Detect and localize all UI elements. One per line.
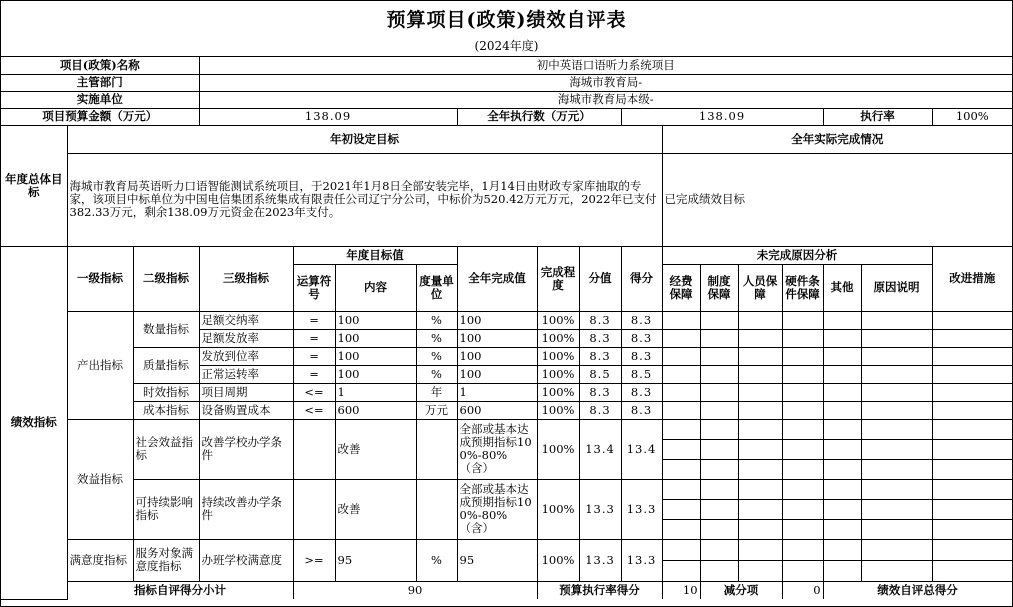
empty-cell xyxy=(662,311,700,329)
empty-cell xyxy=(932,419,1012,439)
empty-cell xyxy=(861,439,932,459)
empty-cell xyxy=(662,519,700,539)
group-output: 产出指标 xyxy=(67,311,133,419)
indicator-unit: % xyxy=(416,329,457,347)
empty-cell xyxy=(932,499,1012,519)
empty-cell xyxy=(700,459,738,479)
empty-cell xyxy=(738,347,782,365)
indicator-name: 足额交纳率 xyxy=(199,311,293,329)
indicator-weight: 13.3 xyxy=(579,539,621,581)
empty-cell xyxy=(823,519,861,539)
initial-goal-text: 海城市教育局英语听力口语智能测试系统项目，于2021年1月8日全部安装完毕，1月14日由财政专家库抽取的专家，该项目中标单位为中国电信集团系统集成有限责任公司辽宁分公司，中标价为520.42万元万元，2022年已支付382.33万元，剩余138.09万元资金在2023年支付。 xyxy=(67,153,662,246)
empty-cell xyxy=(823,499,861,519)
indicator-unit: % xyxy=(416,539,457,581)
row-dept xyxy=(1,74,1012,91)
empty-cell xyxy=(932,560,1012,581)
empty-cell xyxy=(662,365,700,383)
dept-value: 海城市教育局- xyxy=(199,74,1012,91)
unit-header: 度量单位 xyxy=(416,264,457,311)
empty-cell xyxy=(861,479,932,499)
empty-cell xyxy=(861,311,932,329)
row-budget xyxy=(1,108,1012,125)
empty-cell xyxy=(738,383,782,401)
table-row xyxy=(1,347,1012,365)
indicator-actual: 全部或基本达成预期指标100%-80%（含） xyxy=(457,419,537,479)
empty-cell xyxy=(738,560,782,581)
empty-cell xyxy=(932,439,1012,459)
indicator-degree: 100% xyxy=(537,479,579,539)
subgroup-quantity: 数量指标 xyxy=(133,311,199,347)
evaluation-table xyxy=(1,57,1012,600)
actual-completion-text: 已完成绩效目标 xyxy=(662,153,1012,246)
empty-cell xyxy=(782,519,823,539)
empty-cell xyxy=(861,329,932,347)
empty-cell xyxy=(932,311,1012,329)
indicator-degree: 100% xyxy=(537,329,579,347)
empty-cell xyxy=(662,329,700,347)
empty-cell xyxy=(782,459,823,479)
empty-cell xyxy=(738,479,782,499)
indicator-degree: 100% xyxy=(537,365,579,383)
empty-cell xyxy=(700,401,738,419)
empty-cell xyxy=(823,560,861,581)
empty-cell xyxy=(823,459,861,479)
empty-cell xyxy=(823,347,861,365)
empty-cell xyxy=(738,499,782,519)
indicator-score: 8.3 xyxy=(621,347,662,365)
empty-cell xyxy=(700,365,738,383)
indicator-unit: 万元 xyxy=(416,401,457,419)
empty-cell xyxy=(700,439,738,459)
indicator-content: 100 xyxy=(335,311,416,329)
rate-label: 执行率 xyxy=(823,108,932,125)
project-name-value: 初中英语口语听力系统项目 xyxy=(199,57,1012,74)
indicator-name: 持续改善办学条件 xyxy=(199,479,293,539)
total-score-label: 绩效自评总得分 xyxy=(823,581,1012,599)
op-header: 运算符号 xyxy=(293,264,335,311)
indicator-content: 100 xyxy=(335,365,416,383)
exec-score-value: 10 xyxy=(662,581,700,599)
form-year: (2024年度) xyxy=(474,39,539,53)
empty-cell xyxy=(782,329,823,347)
row-unit xyxy=(1,91,1012,108)
empty-cell xyxy=(823,401,861,419)
actual-completion-label: 全年实际完成情况 xyxy=(662,125,1012,153)
reason-group-header: 未完成原因分析 xyxy=(662,246,932,264)
degree-header: 完成程度 xyxy=(537,246,579,311)
reason-hardware-header: 硬件条件保障 xyxy=(782,264,823,311)
row-annual-header xyxy=(1,125,1012,153)
indicator-score: 13.3 xyxy=(621,539,662,581)
indicator-degree: 100% xyxy=(537,539,579,581)
empty-cell xyxy=(932,365,1012,383)
indicator-name: 设备购置成本 xyxy=(199,401,293,419)
empty-cell xyxy=(782,499,823,519)
indicator-name: 项目周期 xyxy=(199,383,293,401)
empty-cell xyxy=(823,329,861,347)
empty-cell xyxy=(782,401,823,419)
indicator-op: = xyxy=(293,347,335,365)
table-row xyxy=(1,401,1012,419)
indicator-unit: 年 xyxy=(416,383,457,401)
indicator-content: 600 xyxy=(335,401,416,419)
empty-cell xyxy=(782,439,823,459)
empty-cell xyxy=(932,459,1012,479)
empty-cell xyxy=(700,519,738,539)
empty-cell xyxy=(738,519,782,539)
indicator-content: 1 xyxy=(335,383,416,401)
indicator-weight: 8.3 xyxy=(579,401,621,419)
indicator-content: 改善 xyxy=(335,419,416,479)
indicator-score: 8.3 xyxy=(621,383,662,401)
group-satisfaction: 满意度指标 xyxy=(67,539,133,581)
empty-cell xyxy=(932,383,1012,401)
empty-cell xyxy=(932,401,1012,419)
empty-cell xyxy=(662,347,700,365)
empty-cell xyxy=(782,383,823,401)
level3-header: 三级指标 xyxy=(199,246,293,311)
budget-label: 项目预算金额（万元） xyxy=(1,108,199,125)
subgroup-service: 服务对象满意度指标 xyxy=(133,539,199,581)
indicator-degree: 100% xyxy=(537,383,579,401)
empty-cell xyxy=(861,539,932,560)
empty-cell xyxy=(823,383,861,401)
empty-cell xyxy=(932,347,1012,365)
indicator-name: 足额发放率 xyxy=(199,329,293,347)
indicator-score: 13.3 xyxy=(621,479,662,539)
indicator-content: 100 xyxy=(335,329,416,347)
weight-header: 分值 xyxy=(579,246,621,311)
row-footer xyxy=(1,581,1012,599)
empty-cell xyxy=(662,479,700,499)
deduct-value: 0 xyxy=(782,581,823,599)
reason-staff-header: 人员保障 xyxy=(738,264,782,311)
project-name-label: 项目(政策)名称 xyxy=(1,57,199,74)
indicator-actual: 100 xyxy=(457,347,537,365)
empty-cell xyxy=(861,365,932,383)
empty-cell xyxy=(823,365,861,383)
empty-cell xyxy=(738,539,782,560)
rate-value: 100% xyxy=(932,108,1012,125)
improve-header: 改进措施 xyxy=(932,246,1012,311)
indicator-score: 8.3 xyxy=(621,329,662,347)
subgroup-social: 社会效益指标 xyxy=(133,419,199,479)
actual-value-header: 全年完成值 xyxy=(457,246,537,311)
indicator-content: 100 xyxy=(335,347,416,365)
subgroup-quality: 质量指标 xyxy=(133,347,199,383)
empty-cell xyxy=(782,479,823,499)
indicator-score: 8.3 xyxy=(621,401,662,419)
empty-cell xyxy=(738,329,782,347)
indicator-actual: 全部或基本达成预期指标100%-80%（含） xyxy=(457,479,537,539)
empty-cell xyxy=(738,401,782,419)
empty-cell xyxy=(662,459,700,479)
deduct-label: 减分项 xyxy=(700,581,782,599)
indicator-actual: 100 xyxy=(457,311,537,329)
indicator-op: = xyxy=(293,329,335,347)
indicator-actual: 1 xyxy=(457,383,537,401)
indicator-op: <= xyxy=(293,383,335,401)
subtotal-value: 90 xyxy=(293,581,537,599)
unit-value: 海城市教育局本级- xyxy=(199,91,1012,108)
empty-cell xyxy=(782,347,823,365)
empty-cell xyxy=(700,311,738,329)
initial-goal-label: 年初设定目标 xyxy=(67,125,662,153)
indicator-actual: 100 xyxy=(457,365,537,383)
indicator-content: 95 xyxy=(335,539,416,581)
indicator-unit xyxy=(416,479,457,539)
empty-cell xyxy=(738,365,782,383)
indicator-weight: 13.4 xyxy=(579,419,621,479)
target-group-header: 年度目标值 xyxy=(293,246,457,264)
empty-cell xyxy=(932,329,1012,347)
empty-cell xyxy=(738,439,782,459)
empty-cell xyxy=(700,539,738,560)
empty-cell xyxy=(861,560,932,581)
indicator-op xyxy=(293,479,335,539)
empty-cell xyxy=(782,539,823,560)
empty-cell xyxy=(738,459,782,479)
reason-other-header: 其他 xyxy=(823,264,861,311)
budget-value: 138.09 xyxy=(199,108,457,125)
table-row xyxy=(1,419,1012,439)
level2-header: 二级指标 xyxy=(133,246,199,311)
group-benefit: 效益指标 xyxy=(67,419,133,539)
indicator-actual: 600 xyxy=(457,401,537,419)
indicator-unit: % xyxy=(416,347,457,365)
empty-cell xyxy=(861,401,932,419)
indicator-score: 8.3 xyxy=(621,311,662,329)
subtotal-label: 指标自评得分小计 xyxy=(67,581,293,599)
indicator-weight: 8.5 xyxy=(579,365,621,383)
indicator-degree: 100% xyxy=(537,401,579,419)
empty-cell xyxy=(782,311,823,329)
subgroup-sustain: 可持续影响指标 xyxy=(133,479,199,539)
indicator-content: 改善 xyxy=(335,479,416,539)
empty-cell xyxy=(782,419,823,439)
indicator-unit: % xyxy=(416,365,457,383)
empty-cell xyxy=(700,499,738,519)
empty-cell xyxy=(823,439,861,459)
empty-cell xyxy=(932,519,1012,539)
empty-cell xyxy=(861,459,932,479)
empty-cell xyxy=(738,419,782,439)
indicator-degree: 100% xyxy=(537,419,579,479)
table-row xyxy=(1,311,1012,329)
indicator-degree: 100% xyxy=(537,311,579,329)
indicator-score: 13.4 xyxy=(621,419,662,479)
empty-cell xyxy=(662,419,700,439)
table-row xyxy=(1,383,1012,401)
indicator-weight: 8.3 xyxy=(579,311,621,329)
indicator-weight: 8.3 xyxy=(579,329,621,347)
score-header: 得分 xyxy=(621,246,662,311)
indicator-name: 办班学校满意度 xyxy=(199,539,293,581)
reason-system-header: 制度保障 xyxy=(700,264,738,311)
indicator-degree: 100% xyxy=(537,347,579,365)
empty-cell xyxy=(861,347,932,365)
empty-cell xyxy=(738,311,782,329)
empty-cell xyxy=(861,383,932,401)
row-indicator-header-1 xyxy=(1,246,1012,264)
empty-cell xyxy=(662,383,700,401)
indicator-name: 发放到位率 xyxy=(199,347,293,365)
indicator-name: 正常运转率 xyxy=(199,365,293,383)
exec-score-label: 预算执行率得分 xyxy=(537,581,662,599)
indicator-actual: 100 xyxy=(457,329,537,347)
indicator-name: 改善学校办学条件 xyxy=(199,419,293,479)
empty-cell xyxy=(823,311,861,329)
empty-cell xyxy=(662,499,700,519)
exec-label: 全年执行数（万元） xyxy=(457,108,621,125)
performance-indicators-label: 绩效指标 xyxy=(1,246,67,599)
content-header: 内容 xyxy=(335,264,416,311)
indicator-op: = xyxy=(293,365,335,383)
empty-cell xyxy=(662,560,700,581)
empty-cell xyxy=(662,539,700,560)
indicator-op: >= xyxy=(293,539,335,581)
empty-cell xyxy=(932,539,1012,560)
empty-cell xyxy=(861,419,932,439)
empty-cell xyxy=(823,539,861,560)
reason-note-header: 原因说明 xyxy=(861,264,932,311)
indicator-score: 8.5 xyxy=(621,365,662,383)
empty-cell xyxy=(823,479,861,499)
empty-cell xyxy=(700,419,738,439)
row-annual-text xyxy=(1,153,1012,246)
empty-cell xyxy=(861,499,932,519)
empty-cell xyxy=(662,439,700,459)
indicator-unit: % xyxy=(416,311,457,329)
exec-value: 138.09 xyxy=(621,108,823,125)
form-title: 预算项目(政策)绩效自评表 xyxy=(386,9,627,31)
empty-cell xyxy=(782,560,823,581)
subgroup-cost: 成本指标 xyxy=(133,401,199,419)
indicator-op: = xyxy=(293,311,335,329)
empty-cell xyxy=(700,383,738,401)
indicator-weight: 8.3 xyxy=(579,383,621,401)
reason-funding-header: 经费保障 xyxy=(662,264,700,311)
indicator-weight: 13.3 xyxy=(579,479,621,539)
empty-cell xyxy=(662,401,700,419)
empty-cell xyxy=(823,419,861,439)
empty-cell xyxy=(782,365,823,383)
title-block xyxy=(1,1,1012,57)
dept-label: 主管部门 xyxy=(1,74,199,91)
indicator-op: <= xyxy=(293,401,335,419)
empty-cell xyxy=(861,519,932,539)
unit-label: 实施单位 xyxy=(1,91,199,108)
indicator-actual: 95 xyxy=(457,539,537,581)
level1-header: 一级指标 xyxy=(67,246,133,311)
table-row xyxy=(1,479,1012,499)
annual-goal-label: 年度总体目标 xyxy=(1,125,67,246)
row-project-name xyxy=(1,57,1012,74)
indicator-weight: 8.3 xyxy=(579,347,621,365)
table-row xyxy=(1,539,1012,560)
empty-cell xyxy=(932,479,1012,499)
empty-cell xyxy=(700,479,738,499)
empty-cell xyxy=(700,347,738,365)
empty-cell xyxy=(700,560,738,581)
indicator-op xyxy=(293,419,335,479)
indicator-unit xyxy=(416,419,457,479)
empty-cell xyxy=(700,329,738,347)
subgroup-time: 时效指标 xyxy=(133,383,199,401)
